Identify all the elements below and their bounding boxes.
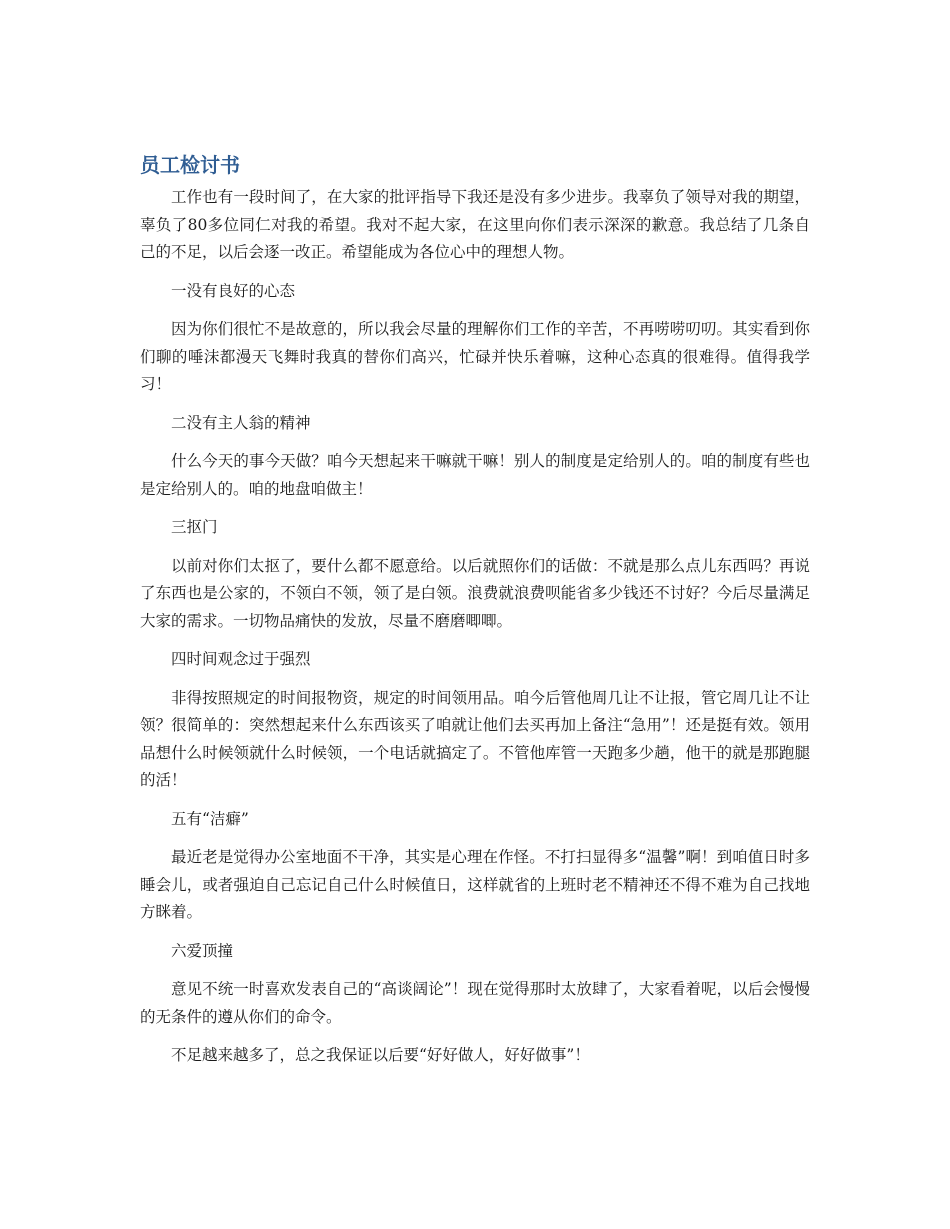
section-heading-1: 一没有良好的心态: [171, 281, 296, 300]
section-body-1: 因为你们很忙不是故意的，所以我会尽量的理解你们工作的辛苦，不再唠唠叨叨。其实看到你们聊的唾沫都漫天飞舞时我真的替你们高兴，忙碌并快乐着嘛，这种心态真的很难得。值得我学习！: [140, 320, 810, 393]
section-heading-2: 二没有主人翁的精神: [171, 413, 311, 432]
section-heading-5: 五有“洁癖”: [171, 809, 249, 828]
closing-paragraph: 不足越来越多了，总之我保证以后要“好好做人，好好做事”！: [171, 1046, 590, 1064]
section-body-5: 最近老是觉得办公室地面不干净，其实是心理在作怪。不打扫显得多“温馨”啊！到咱值日时多睡会儿，或者强迫自己忘记自己什么时候值日，这样就省的上班时老不精神还不得不难为自己找地方眯着。: [140, 848, 810, 921]
section-heading-3: 三抠门: [171, 518, 218, 536]
document-title: 员工检讨书: [140, 153, 240, 177]
section-body-4: 非得按照规定的时间报物资，规定的时间领用品。咱今后管他周几让不让报，管它周几让不让领？很简单的：突然想起来什么东西该买了咱就让他们去买再加上备注“急用”！还是挺有效。领用品想什么时候领就什么时候领，一个电话就搞定了。不管他库管一天跑多少趟，他干的就是那跑腿的活！: [140, 688, 810, 789]
intro-paragraph: 工作也有一段时间了，在大家的批评指导下我还是没有多少进步。我辜负了领导对我的期望，辜负了80多位同仁对我的希望。我对不起大家，在这里向你们表示深深的歉意。我总结了几条自己的不足，以后会逐一改正。希望能成为各位心中的理想人物。: [140, 188, 810, 261]
section-heading-6: 六爱顶撞: [171, 941, 234, 960]
document-page: [140, 150, 810, 1081]
section-body-2: 什么今天的事今天做？咱今天想起来干嘛就干嘛！别人的制度是定给别人的。咱的制度有些也是定给别人的。咱的地盘咱做主！: [140, 452, 810, 498]
section-body-3: 以前对你们太抠了，要什么都不愿意给。以后就照你们的话做：不就是那么点儿东西吗？再说了东西也是公家的，不领白不领，领了是白领。浪费就浪费呗能省多少钱还不讨好？今后尽量满足大家的需求。一切物品痛快的发放，尽量不磨磨唧唧。: [140, 556, 810, 630]
section-body-6: 意见不统一时喜欢发表自己的“高谈阔论”！现在觉得那时太放肆了，大家看着呢，以后会慢慢的无条件的遵从你们的命令。: [140, 980, 810, 1026]
section-heading-4: 四时间观念过于强烈: [171, 650, 311, 668]
